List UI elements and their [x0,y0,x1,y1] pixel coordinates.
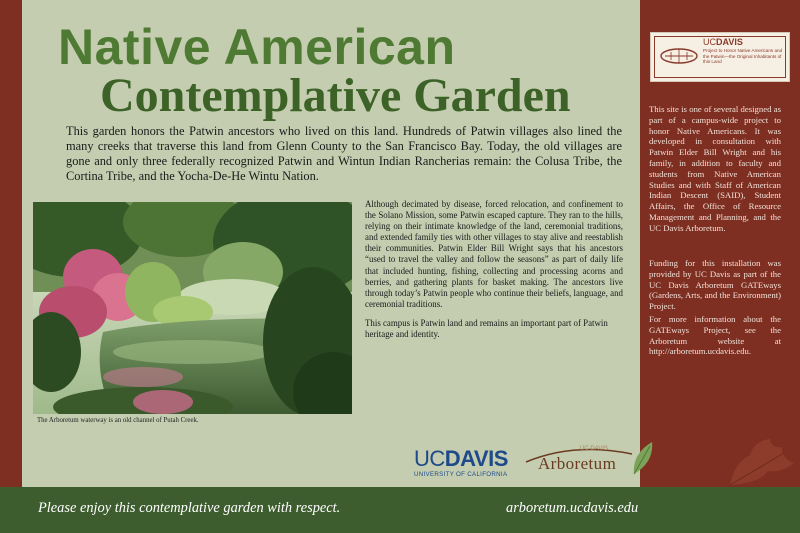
ucdavis-logo-uc: UC [414,446,445,471]
footer-website: arboretum.ucdavis.edu [506,500,639,516]
footer-message: Please enjoy this contemplative garden with respect. [38,500,341,516]
ucdavis-logo-subtitle: UNIVERSITY OF CALIFORNIA [414,471,508,478]
oak-leaf-icon [720,433,800,487]
title-line-2: Contemplative Garden [100,69,571,122]
sidebar-paragraph-2: Funding for this installation was provided by UC Davis as part of the UC Davis Arboretum GATEways (Gardens, Arts, and the Environment) Project. [649,258,781,312]
badge-text: Project to Honor Native Americans and the Patwin—the Original Inhabitants of this Land [703,48,783,65]
left-border [0,0,22,487]
badge-davis: DAVIS [716,37,743,47]
ucdavis-logo-davis: DAVIS [444,446,508,471]
arboretum-logo-small: UC DAVIS [580,446,608,452]
creek-photo [33,202,352,414]
leaf-icon [630,440,656,476]
arboretum-logo [516,440,656,480]
intro-paragraph: This garden honors the Patwin ancestors who lived on this land. Hundreds of Patwin villages also lined the many creeks that traverse this land from Glenn County to the San Francisco Bay. Today, the old villages are gone and only three federally recognized Patwin and Wintun Indian Rancherias remain: the Colusa Tribe, the Cortina Tribe, and the Yocha-De-He Wintu Nation. [66,124,622,183]
badge-uc: UC [703,37,716,47]
badge-ucdavis [703,38,743,47]
title-line-1: Native American [58,19,456,75]
sidebar-paragraph-3: For more information about the GATEways Project, see the Arboretum website at http://arboretum.ucdavis.edu. [649,314,781,357]
basket-icon [659,47,699,65]
arboretum-logo-word: Arboretum [538,454,617,473]
body-paragraph-1: Although decimated by disease, forced relocation, and confinement to the Solano Mission, some Patwin escaped capture. They ran to the hills, relying on their intimate knowledge of the land, ceremonial traditions, and extended family ties with other villages to stay alive and reestablish their communities. Patwin Elder Bill Wright says that his ancestors “used to travel the valley and follow the seasons” as part of daily life that included hunting, fishing, collecting and processing acorns and berries, and gathering plants for basket making. The ancestors live through today’s Patwin people who continue their beliefs, language, and ceremonial traditions. [365,199,623,309]
project-badge [650,32,790,82]
ucdavis-logo [414,448,508,478]
body-paragraph-2: This campus is Patwin land and remains an important part of Patwin heritage and identity. [365,318,608,340]
creek-photo-image [33,202,352,414]
photo-caption: The Arboretum waterway is an old channel of Putah Creek. [37,417,199,424]
sidebar-paragraph-1: This site is one of several designed as part of a campus-wide project to honor Native Americans. It was developed in consultation with Patwin Elder Bill Wright and his family, in addition to faculty and students from Native American Studies and with Staff of American Indian Descent (SAID), Student Affairs, the Office of Resource Management and Planning, and the UC Davis Arboretum. [649,104,781,233]
